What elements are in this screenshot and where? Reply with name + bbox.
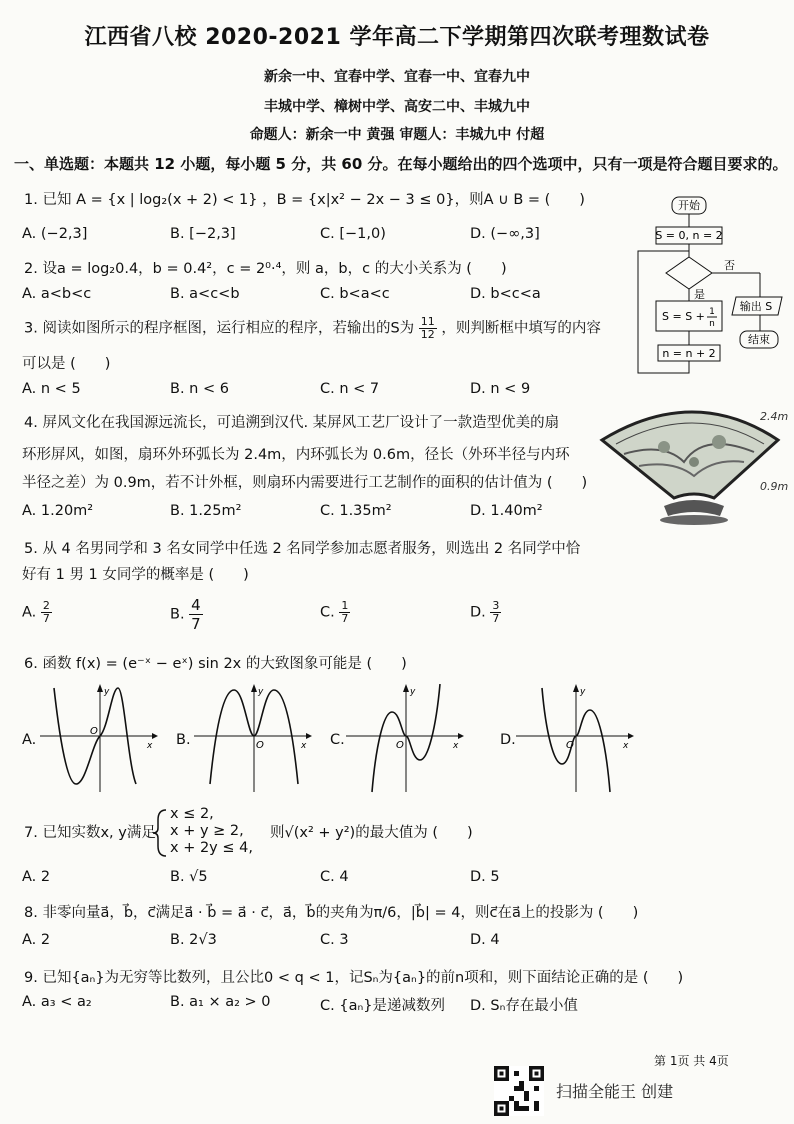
program-flowchart (632, 193, 790, 379)
q3-stem: 3. 阅读如图所示的程序框图，运行相应的程序，若输出的S为 (24, 320, 415, 337)
q9-option-b: B. a₁ × a₂ > 0 (170, 994, 271, 1010)
qr-code-icon (494, 1066, 544, 1116)
q7-option-c: C. 4 (320, 869, 349, 885)
section-heading: 一、单选题：本题共 12 小题，每小题 5 分，共 60 分。在每小题给出的四个选项中，只有一项是符合题目要求的。 (14, 155, 788, 173)
question-1 (24, 188, 585, 209)
q4-option-d: D. 1.40m² (470, 503, 543, 519)
init-label: S = 0, n = 2 (655, 229, 723, 242)
q6-label-c: C. (330, 732, 345, 748)
q9-option-c: C. {aₙ}是递减数列 (320, 998, 445, 1014)
svg-text:y: y (104, 687, 110, 697)
question-7 (24, 821, 156, 842)
q6-label-d: D. (500, 732, 516, 748)
q9-option-d: D. Sₙ存在最小值 (470, 998, 578, 1014)
q6-graph-c (346, 684, 466, 794)
question-9: 9. 已知{aₙ}为无穷等比数列，且公比0 < q < 1，记Sₙ为{aₙ}的前n项和，则下面结论正确的是 ( ) (24, 970, 684, 986)
question-4-line-2: 环形屏风，如图，扇环外环弧长为 2.4m，内环弧长为 0.6m，径长（外环半径与内环 (22, 447, 570, 463)
update-s-label: S = S + (662, 310, 705, 323)
q7-constraints (170, 806, 253, 857)
q5-option-d: D. $\frac{3}{7}$ (470, 599, 500, 625)
q7-option-d: D. 5 (470, 869, 500, 885)
question-4-line-1: 4. 屏风文化在我国源远流长，可追溯到汉代. 某屏风工艺厂设计了一款造型优美的扇 (24, 415, 560, 431)
fan-outer-label: 2.4m (760, 410, 789, 423)
q2-option-a: A. a<b<c (22, 286, 92, 302)
q2-option-b: B. a<c<b (170, 286, 240, 302)
question-6: 6. 函数 f(x) = (e⁻ˣ − eˣ) sin 2x 的大致图象可能是 ( ) (24, 656, 407, 672)
q7-stem-cont: 则√(x² + y²)的最大值为 ( ) (270, 825, 473, 841)
output-label: 输出 S (739, 300, 773, 313)
q1-set-b: ，B = {x|x² − 2x − 3 ≤ 0}，则A ∪ B = ( ) (262, 192, 585, 208)
q7-constraint-2: x + y ≥ 2, (170, 823, 244, 839)
q3-option-c: C. n < 7 (320, 381, 380, 397)
question-5-line-1: 5. 从 4 名男同学和 3 名女同学中任选 2 名同学参加志愿者服务，则选出 2 名同学中恰 (24, 541, 581, 557)
svg-text:O: O (396, 740, 404, 751)
q2-option-c: C. b<a<c (320, 286, 390, 302)
question-2: 2. 设a = log₂0.4，b = 0.4²，c = 2⁰·⁴，则 a，b，c 的大小关系为 ( ) (24, 261, 507, 277)
fan-stand (664, 500, 724, 516)
q4-option-b: B. 1.25m² (170, 503, 242, 519)
q4-option-a: A. 1.20m² (22, 503, 94, 519)
q1-stem: 1. 已知 (24, 192, 72, 208)
q3-option-b: B. n < 6 (170, 381, 229, 397)
fan-radius-label: 0.9m (760, 480, 789, 493)
svg-text:x: x (453, 741, 459, 751)
q3-stem-line-2: 可以是 ( ) (22, 356, 111, 372)
q7-option-a: A. 2 (22, 869, 51, 885)
start-label: 开始 (678, 199, 700, 212)
q6-label-a: A. (22, 732, 37, 748)
update-n-label: n = n + 2 (662, 347, 716, 360)
svg-text:1: 1 (709, 307, 715, 317)
authors-line: 命题人：新余一中 黄强 审题人：丰城九中 付超 (249, 127, 545, 143)
q6-graph-a (40, 684, 160, 794)
svg-text:O: O (256, 740, 264, 751)
no-label: 否 (724, 259, 735, 272)
q6-label-b: B. (176, 732, 191, 748)
yes-label: 是 (694, 288, 705, 301)
svg-text:y: y (410, 687, 416, 697)
q8-option-c: C. 3 (320, 932, 349, 948)
q8-option-b: B. 2√3 (170, 932, 217, 948)
svg-text:y: y (580, 687, 586, 697)
exam-title: 江西省八校 2020-2021 学年高二下学期第四次联考理数试卷 (84, 25, 710, 50)
q3-stem-cont: ，则判断框中填写的内容 (441, 320, 601, 337)
q1-option-b: B. [−2,3] (170, 226, 236, 242)
scanner-watermark: 扫描全能王 创建 (556, 1082, 674, 1101)
svg-text:x: x (147, 741, 153, 751)
q7-brace (152, 808, 168, 858)
q7-constraint-1: x ≤ 2, (170, 806, 214, 822)
decision-node (666, 257, 712, 289)
q1-option-c: C. [−1,0) (320, 226, 386, 242)
q5-option-b: B. $\frac{4}{7}$ (170, 596, 201, 633)
q8-option-a: A. 2 (22, 932, 51, 948)
fan-screen-image (594, 402, 790, 532)
q4-option-c: C. 1.35m² (320, 503, 392, 519)
svg-text:x: x (623, 741, 629, 751)
q6-graph-b (194, 684, 314, 794)
q1-set-a: A = {x | log₂(x + 2) < 1} (76, 192, 258, 208)
question-8: 8. 非零向量a⃗，b⃗，c⃗满足a⃗ · b⃗ = a⃗ · c⃗，a⃗，b⃗的夹角为π/6，|b⃗| = 4，则c⃗在a⃗上的投影为 ( ) (24, 905, 639, 921)
question-4-line-3: 半径之差）为 0.9m，若不计外框，则扇环内需要进行工艺制作的面积的估计值为 ( ) (22, 475, 588, 491)
q8-option-d: D. 4 (470, 932, 500, 948)
q3-fraction: $\frac{11}{12}$ (420, 315, 435, 341)
svg-text:n: n (709, 319, 715, 329)
svg-text:x: x (301, 741, 307, 751)
q7-stem: 7. 已知实数x, y满足 (24, 825, 156, 841)
schools-line-2: 丰城中学、樟树中学、高安二中、丰城九中 (264, 99, 530, 115)
q1-option-d: D. (−∞,3] (470, 226, 540, 242)
q3-option-a: A. n < 5 (22, 381, 81, 397)
q6-graph-d (516, 684, 636, 794)
page-number: 第 1页 共 4页 (654, 1054, 729, 1068)
svg-text:y: y (258, 687, 264, 697)
end-label: 结束 (748, 333, 770, 346)
q1-option-a: A. (−2,3] (22, 226, 88, 242)
svg-text:O: O (90, 726, 98, 737)
q5-option-a: A. $\frac{2}{7}$ (22, 599, 50, 625)
q3-option-d: D. n < 9 (470, 381, 531, 397)
question-3 (24, 316, 601, 341)
question-5-line-2: 好有 1 男 1 女同学的概率是 ( ) (22, 567, 249, 583)
q7-constraint-3: x + 2y ≤ 4, (170, 840, 253, 856)
q7-option-b: B. √5 (170, 869, 208, 885)
q9-option-a: A. a₃ < a₂ (22, 994, 92, 1010)
svg-text:O: O (566, 740, 574, 751)
schools-line-1: 新余一中、宜春中学、宜春一中、宜春九中 (264, 69, 530, 85)
q2-option-d: D. b<c<a (470, 286, 541, 302)
q5-option-c: C. $\frac{1}{7}$ (320, 599, 349, 625)
